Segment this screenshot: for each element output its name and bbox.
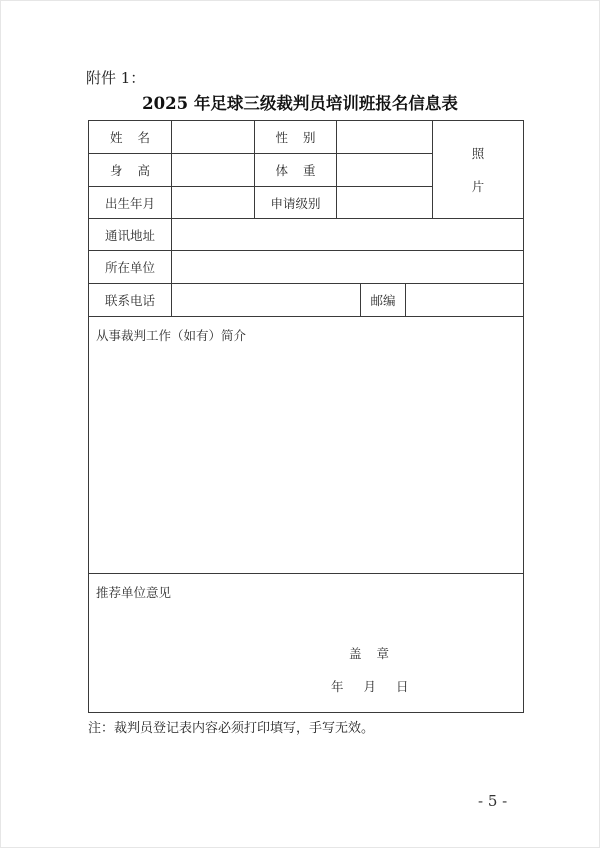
- page-number: - 5 -: [478, 792, 508, 810]
- employer-label: 所在单位: [89, 251, 172, 284]
- weight-value-cell: [337, 154, 433, 187]
- name-label: 姓 名: [89, 121, 172, 154]
- photo-cell: [433, 121, 524, 219]
- seal-label: 盖 章: [349, 646, 389, 661]
- photo-label-char-1: 照: [471, 146, 485, 161]
- registration-form-table: [88, 120, 524, 713]
- gender-label: 性 别: [255, 121, 337, 154]
- address-label: 通讯地址: [89, 219, 172, 251]
- name-value-cell: [172, 121, 255, 154]
- gender-value-cell: [337, 121, 433, 154]
- date-label: 年 月 日: [331, 679, 409, 694]
- height-label: 身 高: [89, 154, 172, 187]
- birth-label: 出生年月: [89, 187, 172, 219]
- address-value-cell: [172, 219, 524, 251]
- recommendation-label: 推荐单位意见: [96, 585, 172, 600]
- employer-value-cell: [172, 251, 524, 284]
- level-label: 申请级别: [255, 187, 337, 219]
- phone-value-cell: [172, 284, 361, 317]
- phone-label: 联系电话: [89, 284, 172, 317]
- attachment-label: 附件 1：: [86, 69, 146, 87]
- recommendation-section: [89, 574, 524, 713]
- level-value-cell: [337, 187, 433, 219]
- postcode-value-cell: [406, 284, 524, 317]
- experience-section: [89, 317, 524, 574]
- postcode-label: 邮编: [361, 284, 406, 317]
- footnote: 注：裁判员登记表内容必须打印填写，手写无效。: [88, 721, 375, 736]
- weight-label: 体 重: [255, 154, 337, 187]
- experience-label: 从事裁判工作（如有）简介: [96, 328, 247, 343]
- photo-label-char-2: 片: [471, 179, 485, 194]
- height-value-cell: [172, 154, 255, 187]
- form-title: 2025 年足球三级裁判员培训班报名信息表: [142, 94, 458, 113]
- birth-value-cell: [172, 187, 255, 219]
